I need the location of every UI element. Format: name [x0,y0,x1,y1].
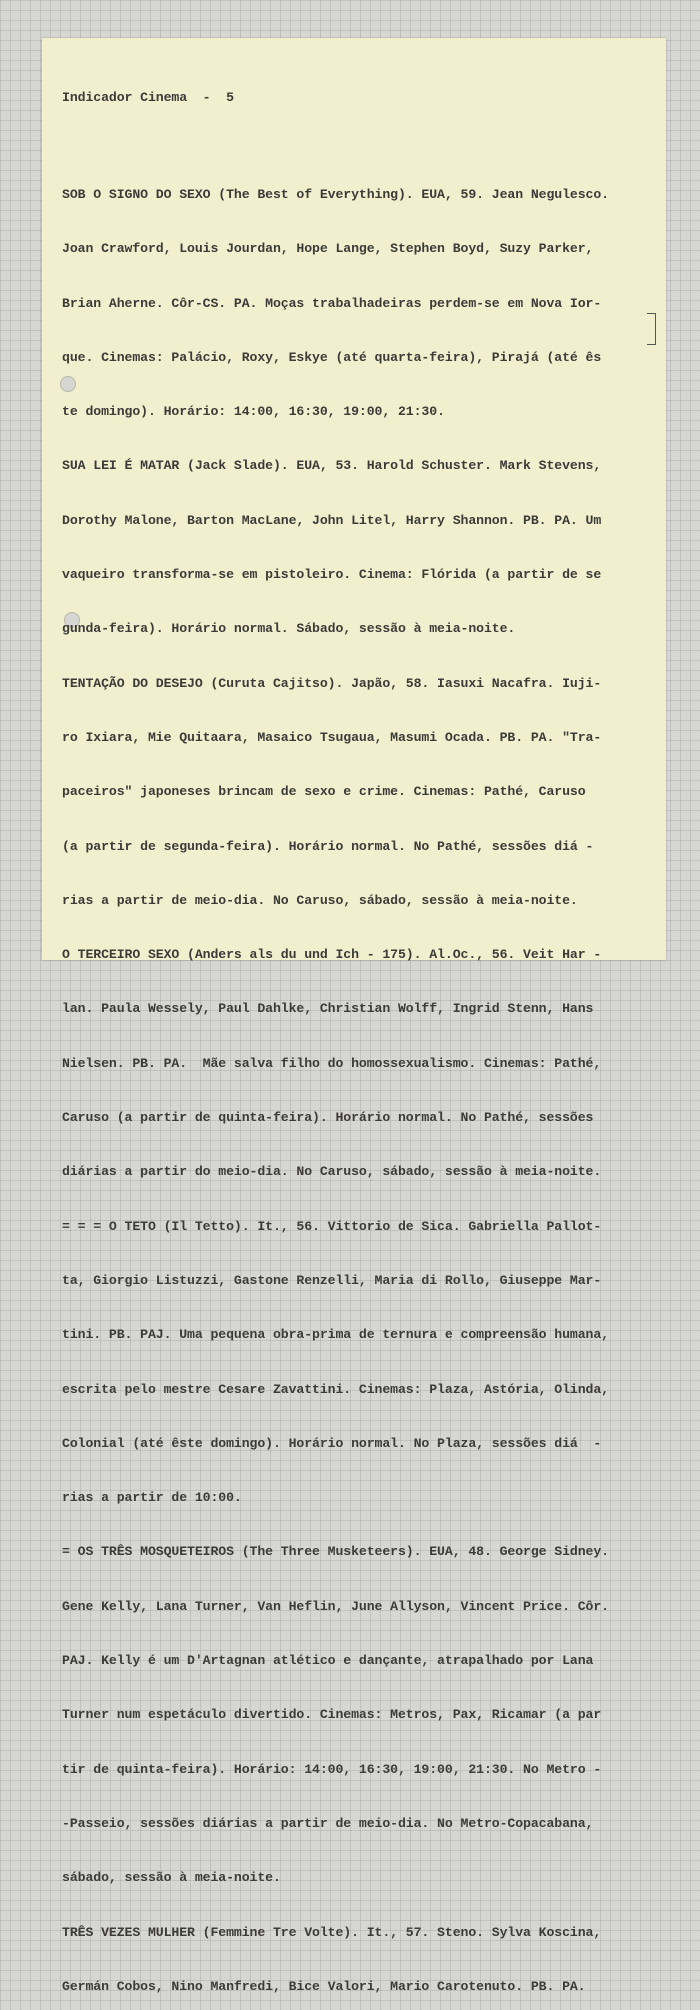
text-line: SUA LEI É MATAR (Jack Slade). EUA, 53. Harold Schuster. Mark Stevens, [62,458,602,474]
text-line: gunda-feira). Horário normal. Sábado, sessão à meia-noite. [62,621,516,637]
typed-text-block [62,56,652,2010]
text-line: Gene Kelly, Lana Turner, Van Heflin, June Allyson, Vincent Price. Côr. [62,1598,609,1614]
text-line: O TERCEIRO SEXO (Anders als du und Ich - 175). Al.Oc., 56. Veit Har - [62,947,602,963]
text-line: ro Ixiara, Mie Quitaara, Masaico Tsugaua, Masumi Ocada. PB. PA. "Tra- [62,729,602,745]
listing-lines [62,153,652,2010]
text-line: escrita pelo mestre Cesare Zavattini. Cinemas: Plaza, Astória, Olinda, [62,1381,609,1397]
page-header: Indicador Cinema - 5 [62,90,234,105]
text-line: paceiros" japoneses brincam de sexo e crime. Cinemas: Pathé, Caruso [62,784,586,800]
text-line: Germán Cobos, Nino Manfredi, Bice Valori, Mario Carotenuto. PB. PA. [62,1978,586,1994]
text-line: TRÊS VEZES MULHER (Femmine Tre Volte). It., 57. Steno. Sylva Koscina, [62,1924,602,1940]
text-line: tini. PB. PAJ. Uma pequena obra-prima de ternura e compreensão humana, [62,1327,609,1343]
text-line: sábado, sessão à meia-noite. [62,1870,281,1886]
text-line: Joan Crawford, Louis Jourdan, Hope Lange, Stephen Boyd, Suzy Parker, [62,241,594,257]
text-line: vaqueiro transforma-se em pistoleiro. Cinema: Flórida (a partir de se [62,567,602,583]
text-line: te domingo). Horário: 14:00, 16:30, 19:00, 21:30. [62,404,445,420]
text-line: Colonial (até êste domingo). Horário normal. No Plaza, sessões diá - [62,1435,602,1451]
text-line: SOB O SIGNO DO SEXO (The Best of Everything). EUA, 59. Jean Negulesco. [62,187,609,202]
text-line: que. Cinemas: Palácio, Roxy, Eskye (até quarta-feira), Pirajá (até ês [62,349,602,365]
text-line: Dorothy Malone, Barton MacLane, John Litel, Harry Shannon. PB. PA. Um [62,512,602,528]
text-line: rias a partir de meio-dia. No Caruso, sábado, sessão à meia-noite. [62,892,578,908]
text-line: PAJ. Kelly é um D'Artagnan atlético e dançante, atrapalhado por Lana [62,1653,594,1669]
text-line: Caruso (a partir de quinta-feira). Horário normal. No Pathé, sessões [62,1110,594,1126]
text-line: rias a partir de 10:00. [62,1490,242,1506]
text-line: -Passeio, sessões diárias a partir de meio-dia. No Metro-Copacabana, [62,1815,594,1831]
text-line: ta, Giorgio Listuzzi, Gastone Renzelli, Maria di Rollo, Giuseppe Mar- [62,1272,602,1288]
text-line: = OS TRÊS MOSQUETEIROS (The Three Musketeers). EUA, 48. George Sidney. [62,1544,609,1560]
text-line: Turner num espetáculo divertido. Cinemas: Metros, Pax, Ricamar (a par [62,1707,602,1723]
text-line: lan. Paula Wessely, Paul Dahlke, Christian Wolff, Ingrid Stenn, Hans [62,1001,594,1017]
text-line: diárias a partir do meio-dia. No Caruso, sábado, sessão à meia-noite. [62,1164,602,1180]
text-line: Nielsen. PB. PA. Mãe salva filho do homossexualismo. Cinemas: Pathé, [62,1055,602,1071]
text-line: TENTAÇÃO DO DESEJO (Curuta Cajitso). Japão, 58. Iasuxi Nacafra. Iuji- [62,675,602,691]
text-line: tir de quinta-feira). Horário: 14:00, 16:30, 19:00, 21:30. No Metro - [62,1761,602,1777]
text-line: Brian Aherne. Côr-CS. PA. Moças trabalhadeiras perdem-se em Nova Ior- [62,295,602,311]
text-line: = = = O TETO (Il Tetto). It., 56. Vittorio de Sica. Gabriella Pallot- [62,1218,602,1234]
text-line: (a partir de segunda-feira). Horário normal. No Pathé, sessões diá - [62,838,594,854]
